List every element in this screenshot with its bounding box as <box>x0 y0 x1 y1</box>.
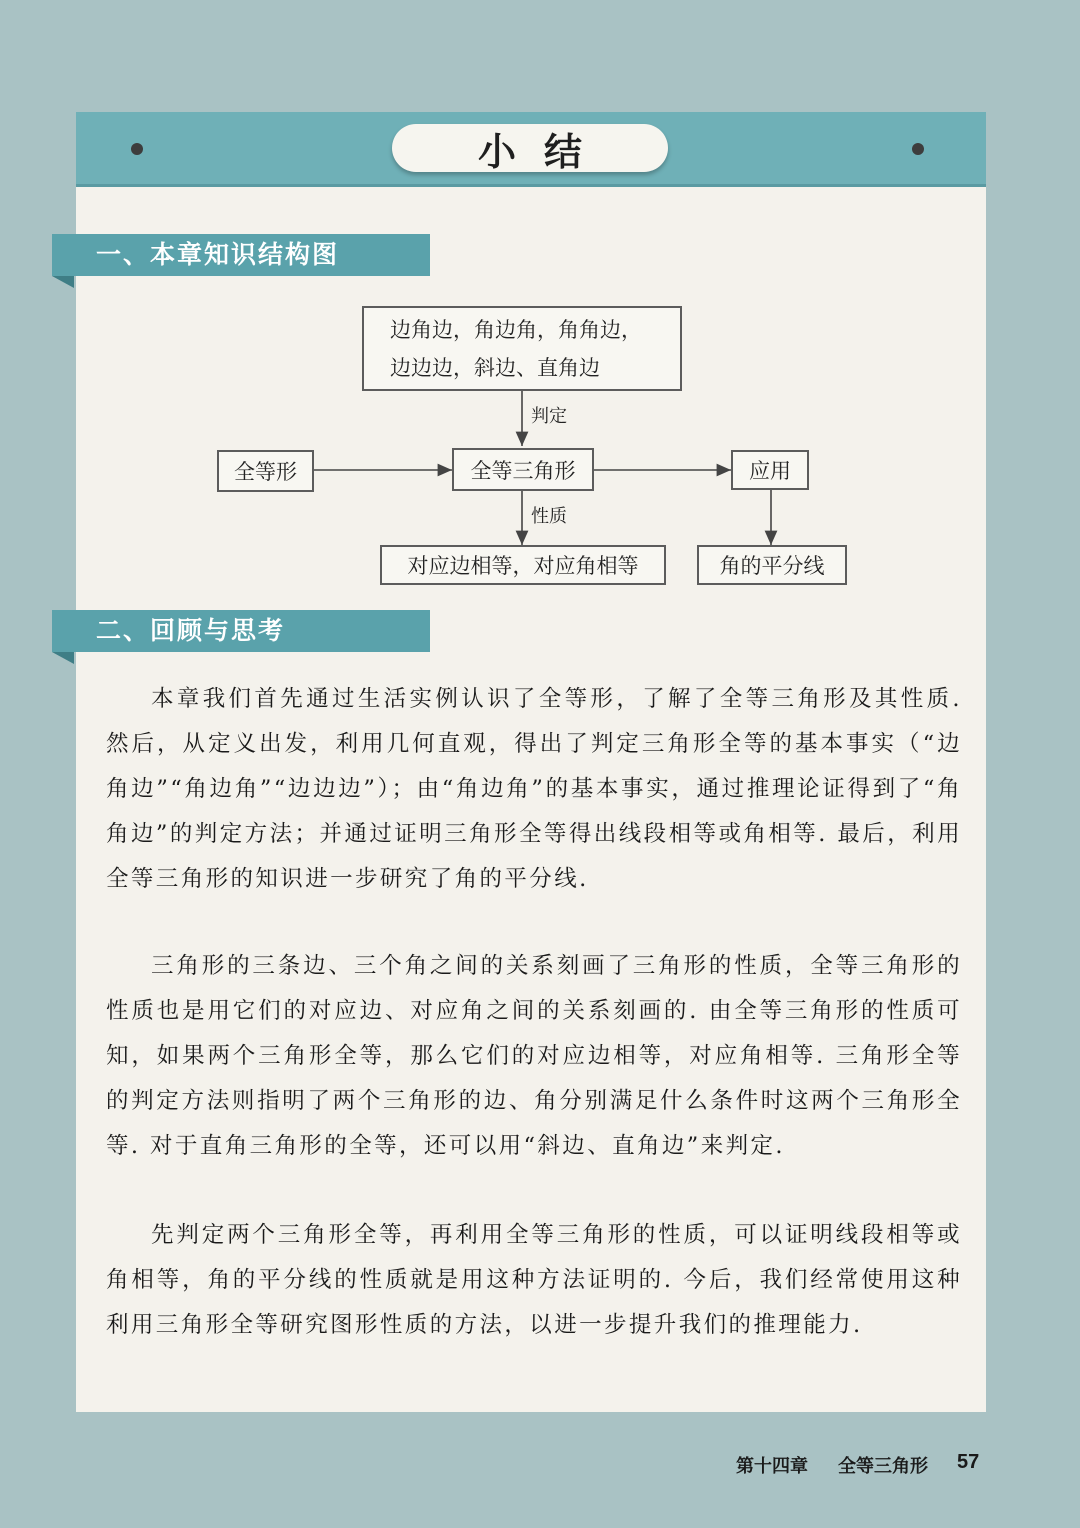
page-title: 小结 <box>392 124 668 172</box>
section-heading-structure: 一、本章知识结构图 <box>52 234 430 276</box>
footer-chapter-title: 全等三角形 <box>838 1456 928 1477</box>
criteria-line-1: 边角边，角边角，角角边， <box>390 317 642 342</box>
hole-dot-left <box>131 143 143 155</box>
corresponding-equal-box: 对应边相等，对应角相等 <box>380 545 666 585</box>
page-number: 57 <box>957 1451 980 1473</box>
criteria-box <box>362 306 682 391</box>
application-box: 应用 <box>731 450 809 490</box>
section-heading-review: 二、回顾与思考 <box>52 610 430 652</box>
angle-bisector-box: 角的平分线 <box>697 545 847 585</box>
footer-chapter: 第十四章 <box>736 1456 808 1477</box>
judge-label: 判定 <box>531 406 567 427</box>
paragraph-1: 本章我们首先通过生活实例认识了全等形，了解了全等三角形及其性质. 然后，从定义出发，利用几何直观，得出了判定三角形全等的基本事实（“边角边”“角边角”“边边边”）；由“角边角”的基本事实，通过推理论证得到了“角角边”的判定方法；并通过证明三角形全等得出线段相等或角相等. 最后，利用全等三角形的知识进一步研究了角的平分线. <box>106 686 962 892</box>
paragraph-3: 先判定两个三角形全等，再利用全等三角形的性质，可以证明线段相等或角相等，角的平分线的性质就是用这种方法证明的. 今后，我们经常使用这种利用三角形全等研究图形性质的方法，以进一步提升我们的推理能力. <box>106 1222 962 1338</box>
property-label: 性质 <box>531 506 567 527</box>
paragraph-2: 三角形的三条边、三个角之间的关系刻画了三角形的性质，全等三角形的性质也是用它们的对应边、对应角之间的关系刻画的. 由全等三角形的性质可知，如果两个三角形全等，那么它们的对应边相等，对应角相等. 三角形全等的判定方法则指明了两个三角形的边、角分别满足什么条件时这两个三角形全等. 对于直角三角形的全等，还可以用“斜边、直角边”来判定. <box>106 953 962 1159</box>
congruent-triangles-box: 全等三角形 <box>452 448 594 491</box>
criteria-line-2: 边边边，斜边、直角边 <box>390 355 600 380</box>
congruent-figures-box: 全等形 <box>217 450 314 492</box>
hole-dot-right <box>912 143 924 155</box>
